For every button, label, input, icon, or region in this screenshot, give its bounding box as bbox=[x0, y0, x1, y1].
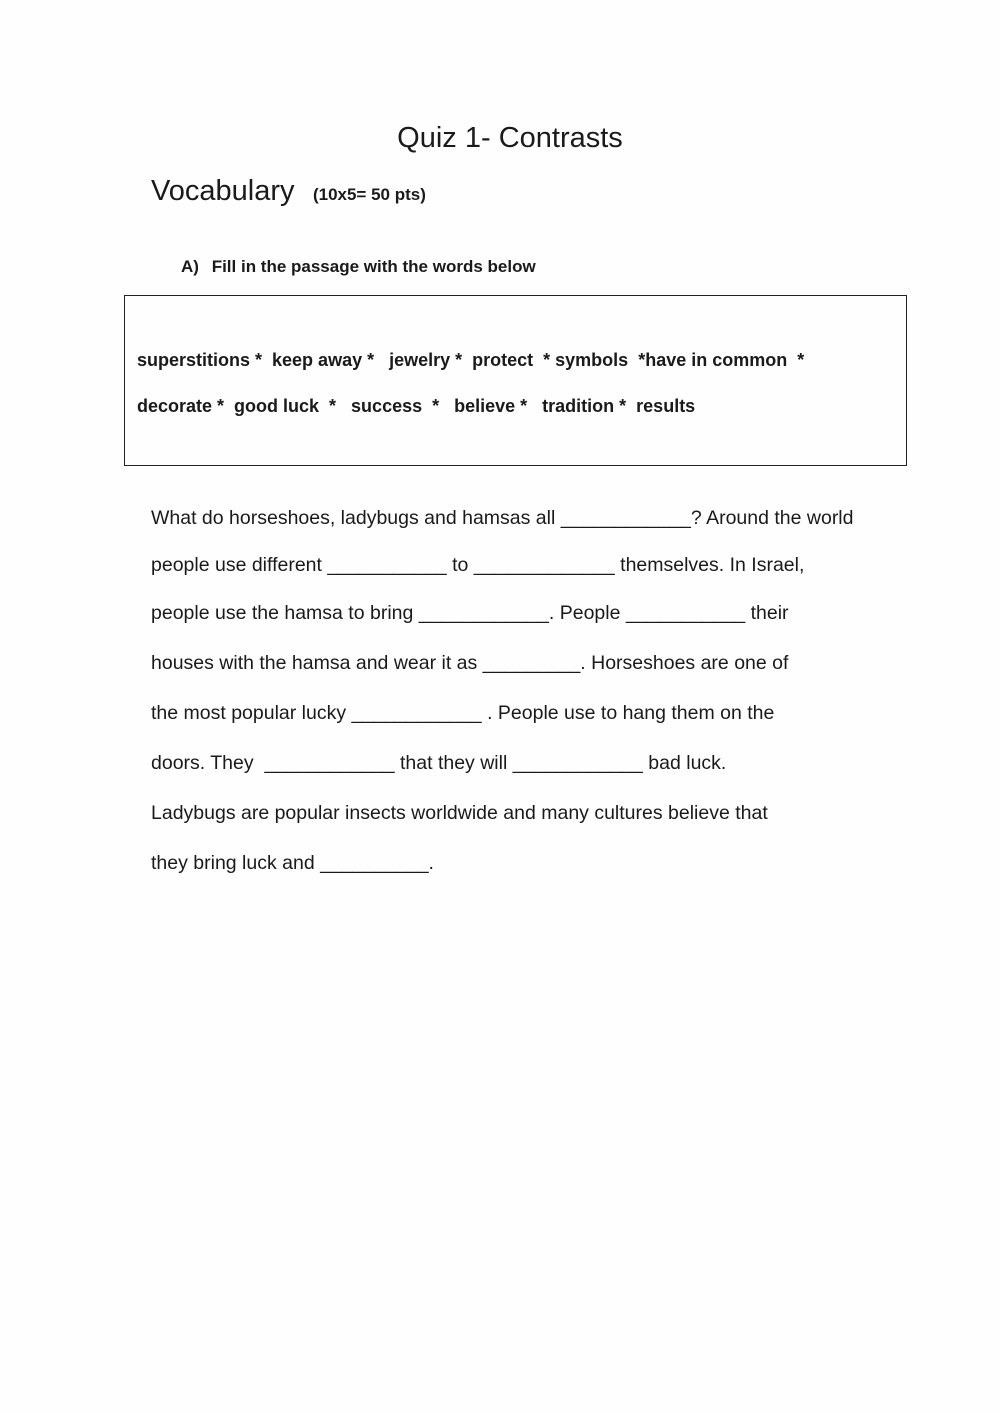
passage-line: the most popular lucky ____________ . People use to hang them on the bbox=[151, 702, 775, 724]
passage-line: doors. They ____________ that they will ____________ bad luck. bbox=[151, 752, 727, 774]
instruction bbox=[181, 256, 536, 278]
word-bank-line: decorate * good luck * success * believe * tradition * results bbox=[137, 396, 696, 416]
section-title: Vocabulary bbox=[151, 175, 295, 207]
section-points: (10x5= 50 pts) bbox=[312, 185, 426, 204]
instruction-marker: A) bbox=[181, 257, 199, 276]
passage-line: they bring luck and __________. bbox=[151, 852, 434, 874]
instruction-text: Fill in the passage with the words below bbox=[211, 257, 536, 276]
quiz-title: Quiz 1- Contrasts bbox=[397, 122, 623, 154]
passage-line: people use the hamsa to bring ____________. People ___________ their bbox=[151, 602, 789, 624]
word-bank-line: superstitions * keep away * jewelry * protect * symbols *have in common * bbox=[137, 350, 805, 370]
passage-line: houses with the hamsa and wear it as _________. Horseshoes are one of bbox=[151, 652, 789, 674]
word-bank-box bbox=[124, 295, 907, 466]
passage-line: Ladybugs are popular insects worldwide and many cultures believe that bbox=[151, 802, 768, 824]
passage-line: people use different ___________ to _____________ themselves. In Israel, bbox=[151, 554, 805, 576]
section-header bbox=[151, 171, 426, 211]
passage-line: What do horseshoes, ladybugs and hamsas all ____________? Around the world bbox=[151, 507, 854, 529]
